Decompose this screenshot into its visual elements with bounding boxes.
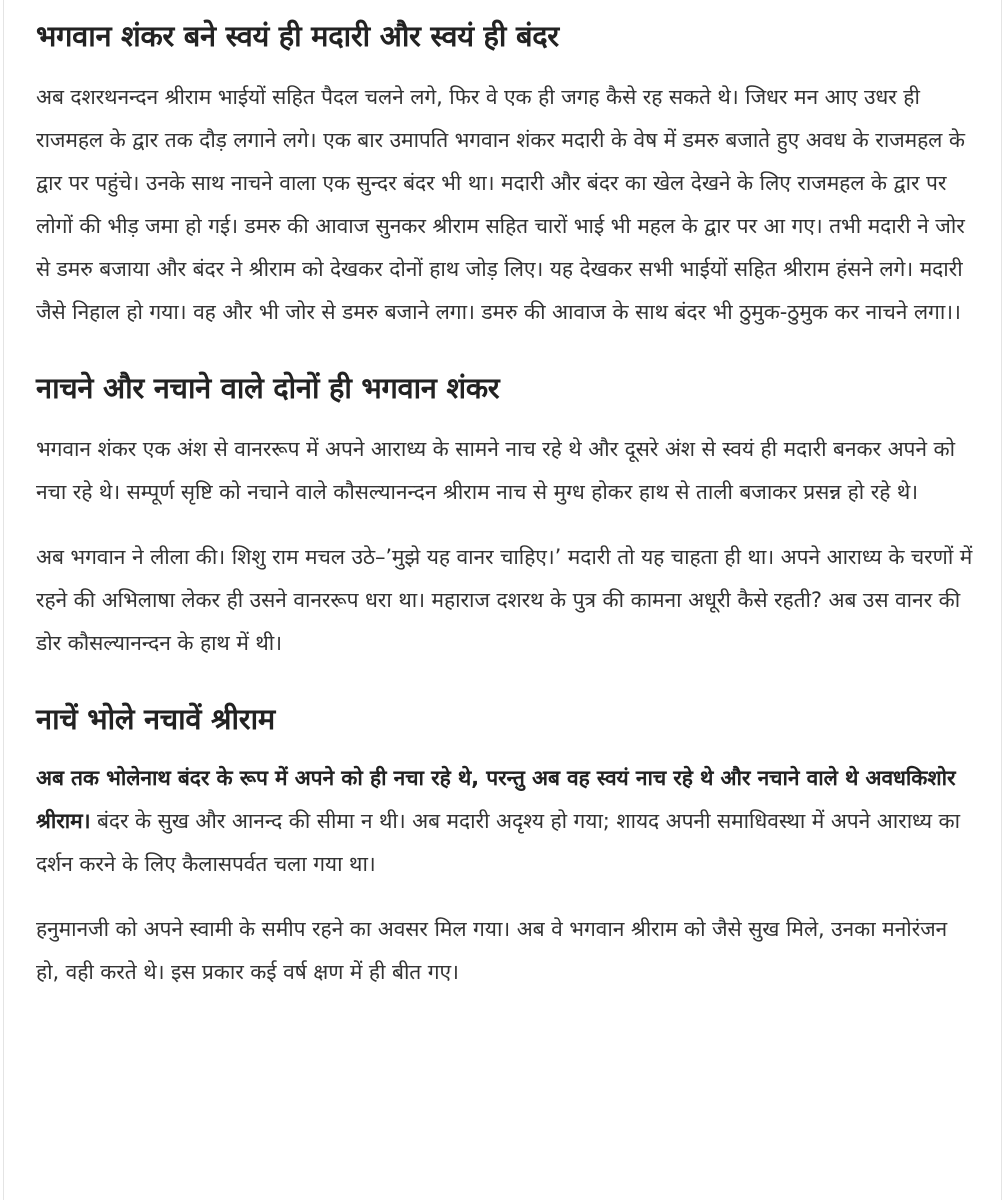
paragraph-hanuman-service: हनुमानजी को अपने स्वामी के समीप रहने का अवसर मिल गया। अब वे भगवान श्रीराम को जैसे सुख मिले, उनका मनोरंजन हो, वही करते थे। इस प्रकार कई वर्ष क्षण में ही बीत गए। bbox=[36, 917, 948, 984]
article-content bbox=[4, 0, 1001, 994]
paragraph-shankar-dance: भगवान शंकर एक अंश से वानररूप में अपने आराध्य के सामने नाच रहे थे और दूसरे अंश से स्वयं ही मदारी बनकर अपने को नचा रहे थे। सम्पूर्ण सृष्टि को नचाने वाले कौसल्यानन्दन श्रीराम नाच से मुग्ध होकर हाथ से ताली बजाकर प्रसन्न हो रहे थे। bbox=[36, 437, 955, 504]
paragraph-ram-wants-monkey: अब भगवान ने लीला की। शिशु राम मचल उठे–’मुझे यह वानर चाहिए।’ मदारी तो यह चाहता ही था। अपने आराध्य के चरणों में रहने की अभिलाषा लेकर ही उसने वानररूप धरा था। महाराज दशरथ के पुत्र की कामना अधूरी कैसे रहती? अब उस वानर की डोर कौसल्यानन्दन के हाथ में थी। bbox=[36, 545, 973, 655]
article-page bbox=[3, 0, 1002, 1200]
section-heading-dancer-and-director: नाचने और नचाने वाले दोनों ही भगवान शंकर bbox=[36, 371, 500, 405]
paragraph-continuation: बंदर के सुख और आनन्द की सीमा न थी। अब मदारी अदृश्य हो गया; शायद अपनी समाधिवस्था में अपने आराध्य का दर्शन करने के लिए कैलासपर्वत चला गया था। bbox=[36, 809, 960, 876]
section-heading-shankar-madari: भगवान शंकर बने स्वयं ही मदारी और स्वयं ही बंदर bbox=[36, 19, 559, 53]
section-heading-bhole-dance: नाचें भोले नचावें श्रीराम bbox=[36, 702, 275, 736]
paragraph-madari-visit: अब दशरथनन्दन श्रीराम भाईयों सहित पैदल चलने लगे, फिर वे एक ही जगह कैसे रह सकते थे। जिधर मन आए उधर ही राजमहल के द्वार तक दौड़ लगाने लगे। एक बार उमापति भगवान शंकर मदारी के वेष में डमरु बजाते हुए अवध के राजमहल के द्वार पर पहुंचे। उनके साथ नाचने वाला एक सुन्दर बंदर भी था। मदारी और बंदर का खेल देखने के लिए राजमहल के द्वार पर लोगों की भीड़ जमा हो गई। डमरु की आवाज सुनकर श्रीराम सहित चारों भाई भी महल के द्वार पर आ गए। तभी मदारी ने जोर से डमरु बजाया और बंदर ने श्रीराम को देखकर दोनों हाथ जोड़ लिए। यह देखकर सभी भाईयों सहित श्रीराम हंसने लगे। मदारी जैसे निहाल हो गया। वह और भी जोर से डमरु बजाने लगा। डमरु की आवाज के साथ बंदर भी ठुमुक-ठुमुक कर नाचने लगा।। bbox=[36, 85, 965, 324]
paragraph-bholenath-dance bbox=[36, 757, 973, 886]
bold-lead-text: अब तक भोलेनाथ बंदर के रूप में अपने को ही नचा रहे थे, परन्तु अब वह स्वयं नाच रहे थे और नचाने वाले थे अवधकिशोर श्रीराम। bbox=[36, 766, 956, 833]
